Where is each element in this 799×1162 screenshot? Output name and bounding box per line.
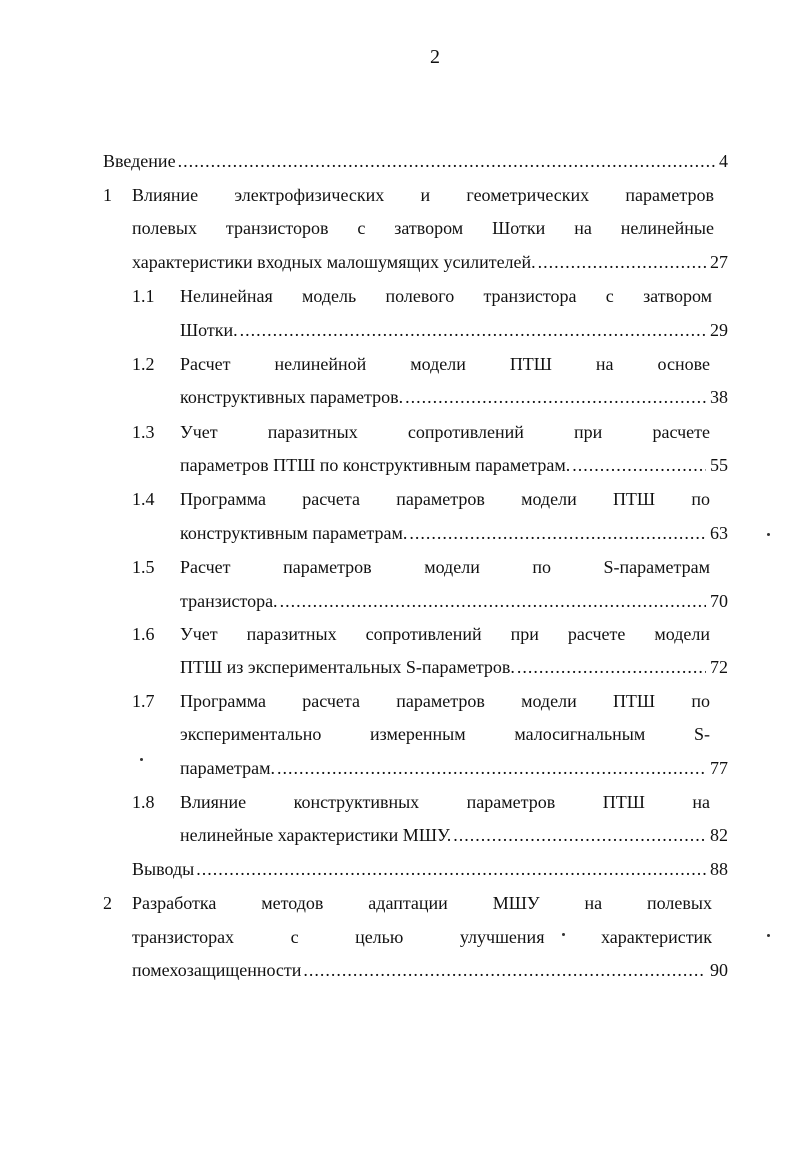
word: геометрических <box>466 185 590 205</box>
word: экспериментально <box>180 724 322 744</box>
toc-section-number: 1.6 <box>132 624 155 644</box>
toc-entry-page: 4 <box>719 151 728 171</box>
word: модель <box>302 286 357 306</box>
dot-leader <box>572 453 706 477</box>
word: адаптации <box>368 893 448 913</box>
word: при <box>574 422 603 442</box>
word: модели <box>521 489 577 509</box>
scan-speck <box>562 933 565 936</box>
word: Влияние <box>180 792 247 812</box>
toc-entry-title: конструктивных параметров. <box>180 387 404 407</box>
word: Шотки <box>492 218 546 238</box>
toc-entry-1-2-line2[interactable] <box>180 385 728 409</box>
toc-entry-page: 38 <box>710 387 728 407</box>
word: полевых <box>132 218 197 238</box>
dot-leader <box>409 521 706 545</box>
toc-entry-title: Шотки. <box>180 320 238 340</box>
word: методов <box>261 893 324 913</box>
toc-entry-title: нелинейные характеристики МШУ. <box>180 825 452 845</box>
word: паразитных <box>246 624 337 644</box>
dot-leader <box>240 318 706 342</box>
word: по <box>691 691 710 711</box>
word: Учет <box>180 624 218 644</box>
toc-entry-1-7-line2[interactable] <box>180 722 710 746</box>
word: Программа <box>180 489 267 509</box>
toc-entry-1-1-line2[interactable] <box>180 318 728 342</box>
word: параметров <box>625 185 714 205</box>
word: расчета <box>302 691 361 711</box>
page-number: 2 <box>430 46 440 68</box>
word: модели <box>410 354 466 374</box>
toc-entry-title: ПТШ из экспериментальных S-параметров. <box>180 657 515 677</box>
word: Расчет <box>180 557 231 577</box>
toc-entry-1-7-line1[interactable] <box>180 689 710 713</box>
word: S- <box>693 724 710 744</box>
toc-entry-intro[interactable] <box>103 149 728 173</box>
word: транзисторах <box>132 927 235 947</box>
toc-entry-title: конструктивным параметрам. <box>180 523 408 543</box>
word: ПТШ <box>612 691 656 711</box>
toc-entry-page: 88 <box>710 859 728 879</box>
toc-entry-conclusions[interactable] <box>132 857 728 881</box>
toc-entry-ch1-line2[interactable] <box>132 216 714 240</box>
word: модели <box>654 624 710 644</box>
word: полевого <box>385 286 455 306</box>
word: модели <box>424 557 480 577</box>
word: измеренным <box>370 724 466 744</box>
word: МШУ <box>492 893 540 913</box>
toc-entry-page: 77 <box>710 758 728 778</box>
toc-entry-title: параметров ПТШ по конструктивным параметрам. <box>180 455 571 475</box>
toc-entry-1-6-line2[interactable] <box>180 655 728 679</box>
toc-entry-1-7-line3[interactable] <box>180 756 728 780</box>
word: модели <box>521 691 577 711</box>
scan-speck <box>767 934 770 937</box>
word: затвором <box>394 218 464 238</box>
word: при <box>510 624 539 644</box>
dot-leader <box>405 385 706 409</box>
toc-entry-page: 70 <box>710 591 728 611</box>
toc-entry-ch1-line3[interactable] <box>132 250 728 274</box>
word: конструктивных <box>293 792 420 812</box>
toc-entry-1-3-line2[interactable] <box>180 453 728 477</box>
toc-entry-ch1-line1[interactable] <box>132 183 714 207</box>
toc-entry-title: характеристики входных малошумящих усилителей. <box>132 252 536 272</box>
word: улучшения <box>459 927 545 947</box>
word: ПТШ <box>602 792 645 812</box>
dot-leader <box>277 756 706 780</box>
word: и <box>420 185 431 205</box>
toc-chapter-number: 1 <box>103 185 112 205</box>
scan-speck <box>140 758 143 761</box>
word: с <box>357 218 366 238</box>
toc-entry-1-6-line1[interactable] <box>180 622 710 646</box>
word: Учет <box>180 422 218 442</box>
word: с <box>290 927 299 947</box>
word: S-параметрам <box>603 557 710 577</box>
word: ПТШ <box>509 354 552 374</box>
word: затвором <box>643 286 712 306</box>
word: сопротивлений <box>407 422 524 442</box>
word: по <box>691 489 710 509</box>
word: расчете <box>567 624 626 644</box>
toc-entry-1-5-line2[interactable] <box>180 589 728 613</box>
word: транзистора <box>483 286 577 306</box>
word: с <box>605 286 614 306</box>
toc-entry-1-8-line2[interactable] <box>180 823 728 847</box>
dot-leader <box>453 823 706 847</box>
toc-entry-title: Введение <box>103 151 176 171</box>
toc-entry-ch2-line2[interactable] <box>132 925 712 949</box>
word: на <box>595 354 614 374</box>
toc-entry-page: 55 <box>710 455 728 475</box>
word: нелинейные <box>620 218 714 238</box>
word: основе <box>657 354 710 374</box>
word: параметров <box>466 792 556 812</box>
toc-section-number: 1.2 <box>132 354 155 374</box>
word: целью <box>355 927 404 947</box>
word: Нелинейная <box>180 286 273 306</box>
word: полевых <box>647 893 712 913</box>
word: расчете <box>652 422 710 442</box>
word: расчета <box>302 489 361 509</box>
toc-entry-page: 63 <box>710 523 728 543</box>
word: сопротивлений <box>365 624 482 644</box>
toc-entry-1-4-line1[interactable] <box>180 487 710 511</box>
toc-entry-1-8-line1[interactable] <box>180 790 710 814</box>
toc-entry-title: параметрам. <box>180 758 275 778</box>
word: нелинейной <box>274 354 367 374</box>
toc-section-number: 1.7 <box>132 691 155 711</box>
dot-leader <box>303 958 706 982</box>
toc-entry-1-2-line1[interactable] <box>180 352 710 376</box>
dot-leader <box>280 589 706 613</box>
word: Расчет <box>180 354 231 374</box>
dot-leader <box>178 149 715 173</box>
word: параметров <box>396 691 485 711</box>
toc-entry-title: Выводы <box>132 859 195 879</box>
dot-leader <box>517 655 706 679</box>
word: Программа <box>180 691 267 711</box>
toc-entry-page: 27 <box>710 252 728 272</box>
scan-speck <box>767 533 770 536</box>
toc-chapter-number: 2 <box>103 893 112 913</box>
word: паразитных <box>267 422 358 442</box>
word: по <box>532 557 551 577</box>
word: ПТШ <box>612 489 656 509</box>
word: Разработка <box>132 893 217 913</box>
toc-entry-page: 90 <box>710 960 728 980</box>
dot-leader <box>538 250 706 274</box>
toc-section-number: 1.3 <box>132 422 155 442</box>
word: транзисторов <box>225 218 329 238</box>
dot-leader <box>196 857 706 881</box>
toc-section-number: 1.8 <box>132 792 155 812</box>
toc-section-number: 1.1 <box>132 286 155 306</box>
word: на <box>584 893 603 913</box>
toc-entry-1-3-line1[interactable] <box>180 420 710 444</box>
toc-entry-page: 72 <box>710 657 728 677</box>
word: параметров <box>396 489 485 509</box>
toc-entry-page: 82 <box>710 825 728 845</box>
toc-entry-title: транзистора. <box>180 591 278 611</box>
word: на <box>692 792 710 812</box>
toc-entry-1-5-line1[interactable] <box>180 555 710 579</box>
toc-entry-title: помехозащищенности <box>132 960 302 980</box>
toc-entry-ch2-line1[interactable] <box>132 891 712 915</box>
word: Влияние <box>132 185 199 205</box>
word: электрофизических <box>234 185 385 205</box>
word: малосигнальным <box>514 724 646 744</box>
toc-entry-page: 29 <box>710 320 728 340</box>
word: на <box>574 218 592 238</box>
word: характеристик <box>600 927 712 947</box>
toc-entry-1-4-line2[interactable] <box>180 521 728 545</box>
toc-section-number: 1.5 <box>132 557 155 577</box>
toc-section-number: 1.4 <box>132 489 155 509</box>
toc-entry-ch2-line3[interactable] <box>132 958 728 982</box>
word: параметров <box>283 557 372 577</box>
toc-entry-1-1-line1[interactable] <box>180 284 712 308</box>
